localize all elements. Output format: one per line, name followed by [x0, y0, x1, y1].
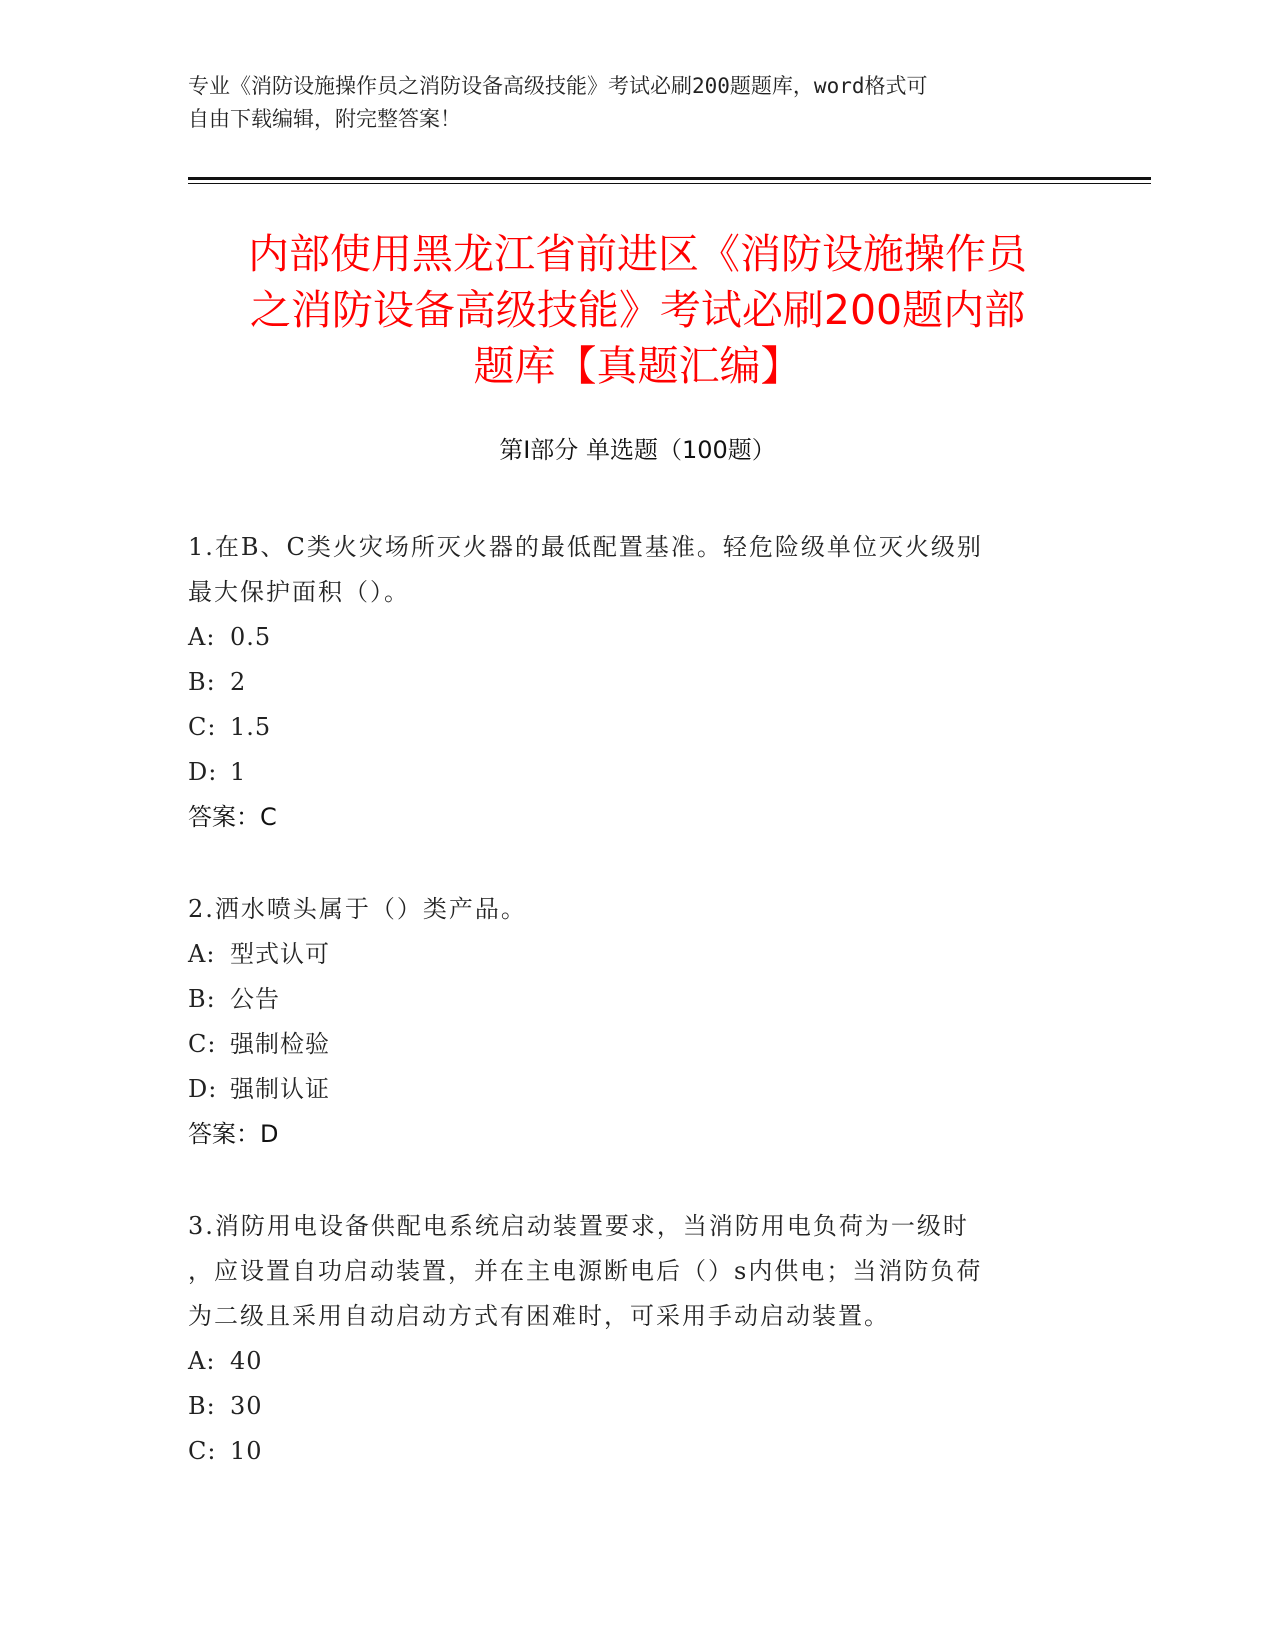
option-letter: B:	[188, 668, 216, 696]
option-letter: B:	[188, 985, 216, 1013]
question-3-stem-line-3: 为二级且采用自动启动方式有困难时，可采用手动启动装置。	[188, 1302, 890, 1330]
question-1-option-c	[188, 705, 1088, 750]
option-text: 0.5	[230, 623, 272, 651]
document-title-line-1: 内部使用黑龙江省前进区《消防设施操作员	[248, 230, 1027, 278]
option-text: 10	[230, 1437, 263, 1465]
header-divider-thin	[188, 183, 1151, 184]
question-3-option-a	[188, 1339, 1088, 1384]
question-1-option-b	[188, 660, 1088, 705]
option-text: 公告	[230, 985, 280, 1013]
question-1-option-d	[188, 750, 1088, 795]
header-divider-thick	[188, 177, 1151, 180]
question-spacer	[188, 1157, 1088, 1204]
question-2	[188, 887, 1088, 1157]
document-title	[150, 226, 1125, 394]
section-heading: 第I部分 单选题（100题）	[499, 436, 776, 464]
question-spacer	[188, 840, 1088, 887]
option-letter: A:	[188, 623, 216, 651]
question-2-option-c	[188, 1022, 1088, 1067]
option-text: 强制检验	[230, 1030, 330, 1058]
question-3	[188, 1204, 1088, 1474]
option-text: 强制认证	[230, 1075, 330, 1103]
question-3-option-b	[188, 1384, 1088, 1429]
option-text: 1.5	[230, 713, 272, 741]
option-letter: D:	[188, 758, 218, 786]
question-list	[188, 525, 1088, 1474]
option-letter: B:	[188, 1392, 216, 1420]
header-note-line-2: 自由下载编辑，附完整答案！	[188, 107, 461, 131]
question-1-answer: 答案：C	[188, 803, 277, 831]
option-text: 40	[230, 1347, 263, 1375]
option-text: 2	[230, 668, 247, 696]
question-1-stem-line-2: 最大保护面积（）。	[188, 578, 410, 606]
header-note-line-1: 专业《消防设施操作员之消防设备高级技能》考试必刷200题题库，word格式可	[188, 74, 928, 98]
question-2-option-d	[188, 1067, 1088, 1112]
question-2-stem-line-1: 2.洒水喷头属于（）类产品。	[188, 895, 527, 923]
question-2-option-b	[188, 977, 1088, 1022]
option-text: 型式认可	[230, 940, 330, 968]
option-text: 30	[230, 1392, 263, 1420]
option-text: 1	[230, 758, 247, 786]
option-letter: A:	[188, 1347, 216, 1375]
document-title-line-2: 之消防设备高级技能》考试必刷200题内部	[249, 286, 1026, 334]
option-letter: C:	[188, 713, 217, 741]
question-3-option-c	[188, 1429, 1088, 1474]
header-note	[188, 70, 1088, 136]
question-2-answer: 答案：D	[188, 1120, 279, 1148]
document-title-line-3: 题库【真题汇编】	[473, 342, 802, 390]
question-2-option-a	[188, 932, 1088, 977]
question-3-stem-line-1: 3.消防用电设备供配电系统启动装置要求，当消防用电负荷为一级时	[188, 1212, 969, 1240]
option-letter: C:	[188, 1030, 217, 1058]
question-3-stem-line-2: ，应设置自功启动装置，并在主电源断电后（）s内供电；当消防负荷	[188, 1257, 983, 1285]
question-1-stem-line-1: 1.在B、C类火灾场所灭火器的最低配置基准。轻危险级单位灭火级别	[188, 533, 983, 561]
question-1-option-a	[188, 615, 1088, 660]
option-letter: C:	[188, 1437, 217, 1465]
question-1	[188, 525, 1088, 840]
option-letter: A:	[188, 940, 216, 968]
option-letter: D:	[188, 1075, 218, 1103]
